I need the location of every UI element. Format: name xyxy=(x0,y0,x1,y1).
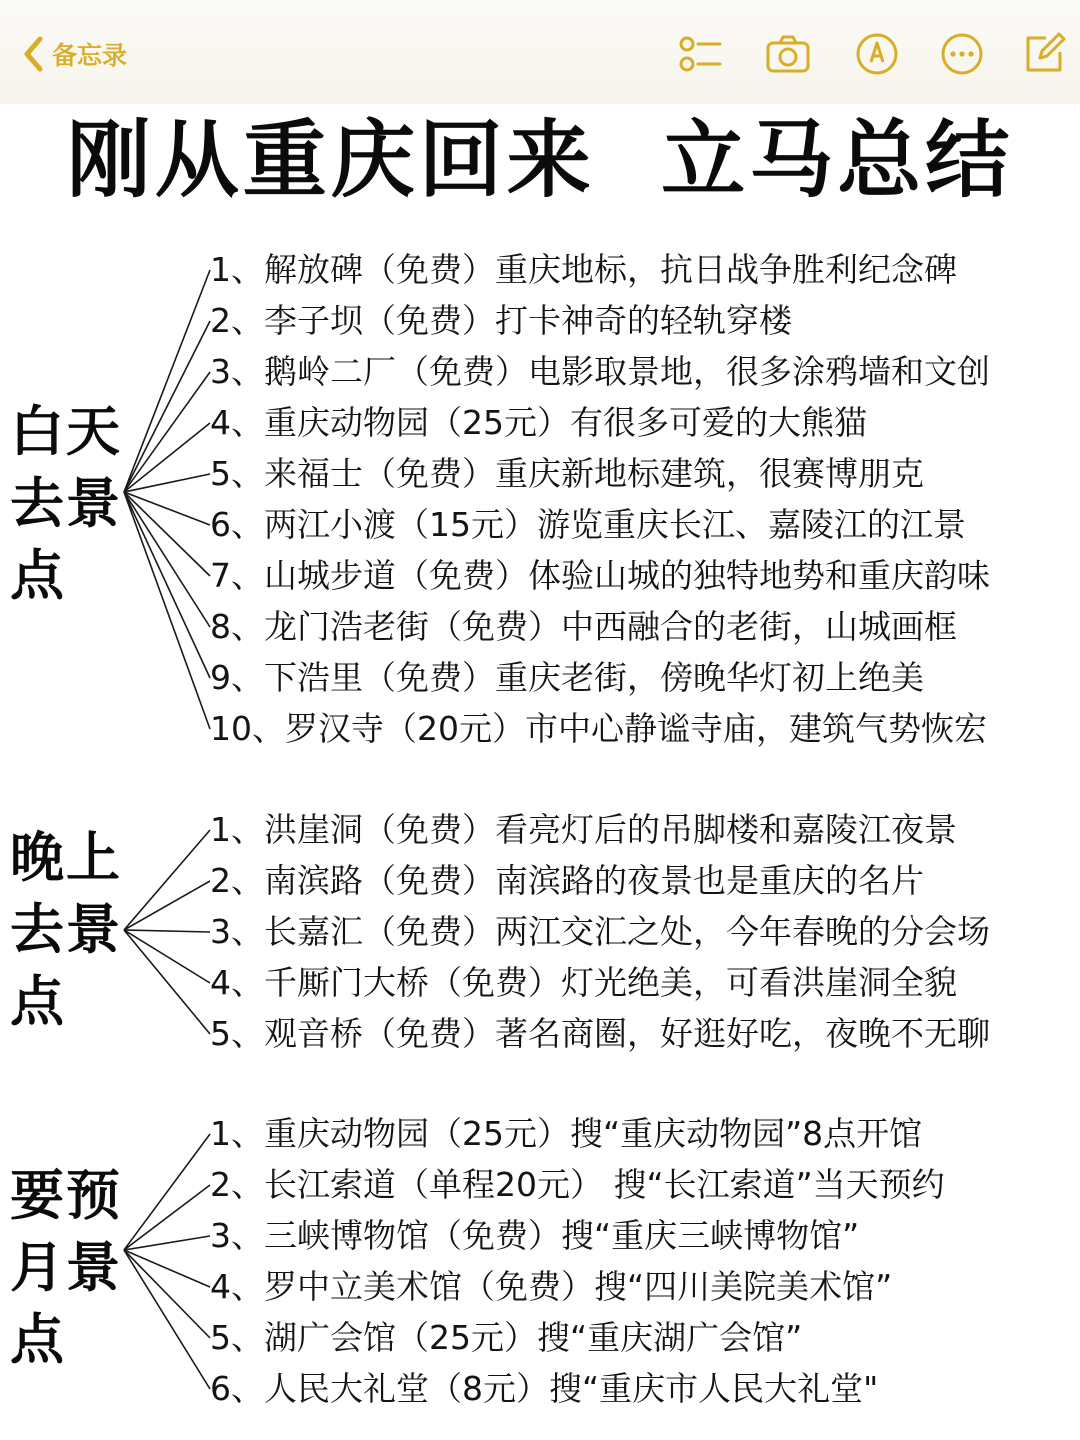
night-item: 5、观音桥（免费）著名商圈，好逛好吃，夜晚不无聊 xyxy=(210,1014,990,1053)
night-item: 1、洪崖洞（免费）看亮灯后的吊脚楼和嘉陵江夜景 xyxy=(210,810,957,849)
compose-icon[interactable] xyxy=(1020,30,1068,78)
more-icon[interactable] xyxy=(938,30,986,78)
branch-line xyxy=(124,1250,210,1389)
branch-line xyxy=(124,492,210,627)
category-reservation: 要预月景点 xyxy=(10,1164,122,1371)
branch-line xyxy=(124,492,210,729)
daytime-item: 3、鹅岭二厂（免费）电影取景地，很多涂鸦墙和文创 xyxy=(210,352,990,391)
branch-line xyxy=(124,830,210,930)
reservation-item: 2、长江索道（单程20元） 搜“长江索道”当天预约 xyxy=(210,1165,945,1204)
branch-line xyxy=(124,881,210,930)
daytime-item: 2、李子坝（免费）打卡神奇的轻轨穿楼 xyxy=(210,301,792,340)
night-item: 2、南滨路（免费）南滨路的夜景也是重庆的名片 xyxy=(210,861,924,900)
branch-line xyxy=(124,372,210,492)
note-title: 刚从重庆回来 立马总结 xyxy=(66,111,1014,209)
night-item: 3、长嘉汇（免费）两江交汇之处，今年春晚的分会场 xyxy=(210,912,990,951)
branch-line xyxy=(124,1250,210,1338)
daytime-item: 7、山城步道（免费）体验山城的独特地势和重庆韵味 xyxy=(210,556,990,595)
branch-line xyxy=(124,930,210,983)
category-daytime: 白天去景点 xyxy=(10,400,122,607)
branch-line xyxy=(124,1185,210,1250)
daytime-item: 8、龙门浩老街（免费）中西融合的老街，山城画框 xyxy=(210,607,957,646)
branch-line xyxy=(124,1236,210,1250)
notes-toolbar xyxy=(0,0,1080,104)
night-item: 4、千厮门大桥（免费）灯光绝美，可看洪崖洞全貌 xyxy=(210,963,957,1002)
branch-line xyxy=(124,321,210,492)
daytime-item: 1、解放碑（免费）重庆地标，抗日战争胜利纪念碑 xyxy=(210,250,957,289)
branch-line xyxy=(124,930,210,932)
reservation-item: 3、三峡博物馆（免费）搜“重庆三峡博物馆” xyxy=(210,1216,860,1255)
daytime-item: 10、罗汉寺（20元）市中心静谧寺庙，建筑气势恢宏 xyxy=(210,709,987,748)
category-night: 晚上去景点 xyxy=(10,826,122,1033)
camera-icon[interactable] xyxy=(764,30,812,78)
reservation-item: 5、湖广会馆（25元）搜“重庆湖广会馆” xyxy=(210,1318,803,1357)
reservation-item: 1、重庆动物园（25元）搜“重庆动物园”8点开馆 xyxy=(210,1114,923,1153)
back-label: 备忘录 xyxy=(52,41,128,70)
daytime-item: 9、下浩里（免费）重庆老街，傍晚华灯初上绝美 xyxy=(210,658,924,697)
daytime-item: 5、来福士（免费）重庆新地标建筑，很赛博朋克 xyxy=(210,454,924,493)
branch-line xyxy=(124,1134,210,1250)
branch-line xyxy=(124,270,210,492)
daytime-item: 4、重庆动物园（25元）有很多可爱的大熊猫 xyxy=(210,403,867,442)
branch-line xyxy=(124,492,210,576)
daytime-item: 6、两江小渡（15元）游览重庆长江、嘉陵江的江景 xyxy=(210,505,966,544)
markup-icon[interactable] xyxy=(853,30,901,78)
chevron-left-icon xyxy=(22,36,44,72)
checklist-icon[interactable] xyxy=(676,30,724,78)
branch-line xyxy=(124,474,210,492)
reservation-item: 6、人民大礼堂（8元）搜“重庆市人民大礼堂" xyxy=(210,1369,879,1408)
branch-line xyxy=(124,492,210,678)
branch-line xyxy=(124,423,210,492)
branch-line xyxy=(124,492,210,525)
reservation-item: 4、罗中立美术馆（免费）搜“四川美院美术馆” xyxy=(210,1267,893,1306)
branch-line xyxy=(124,930,210,1034)
branch-line xyxy=(124,1250,210,1287)
back-button[interactable] xyxy=(22,34,127,74)
